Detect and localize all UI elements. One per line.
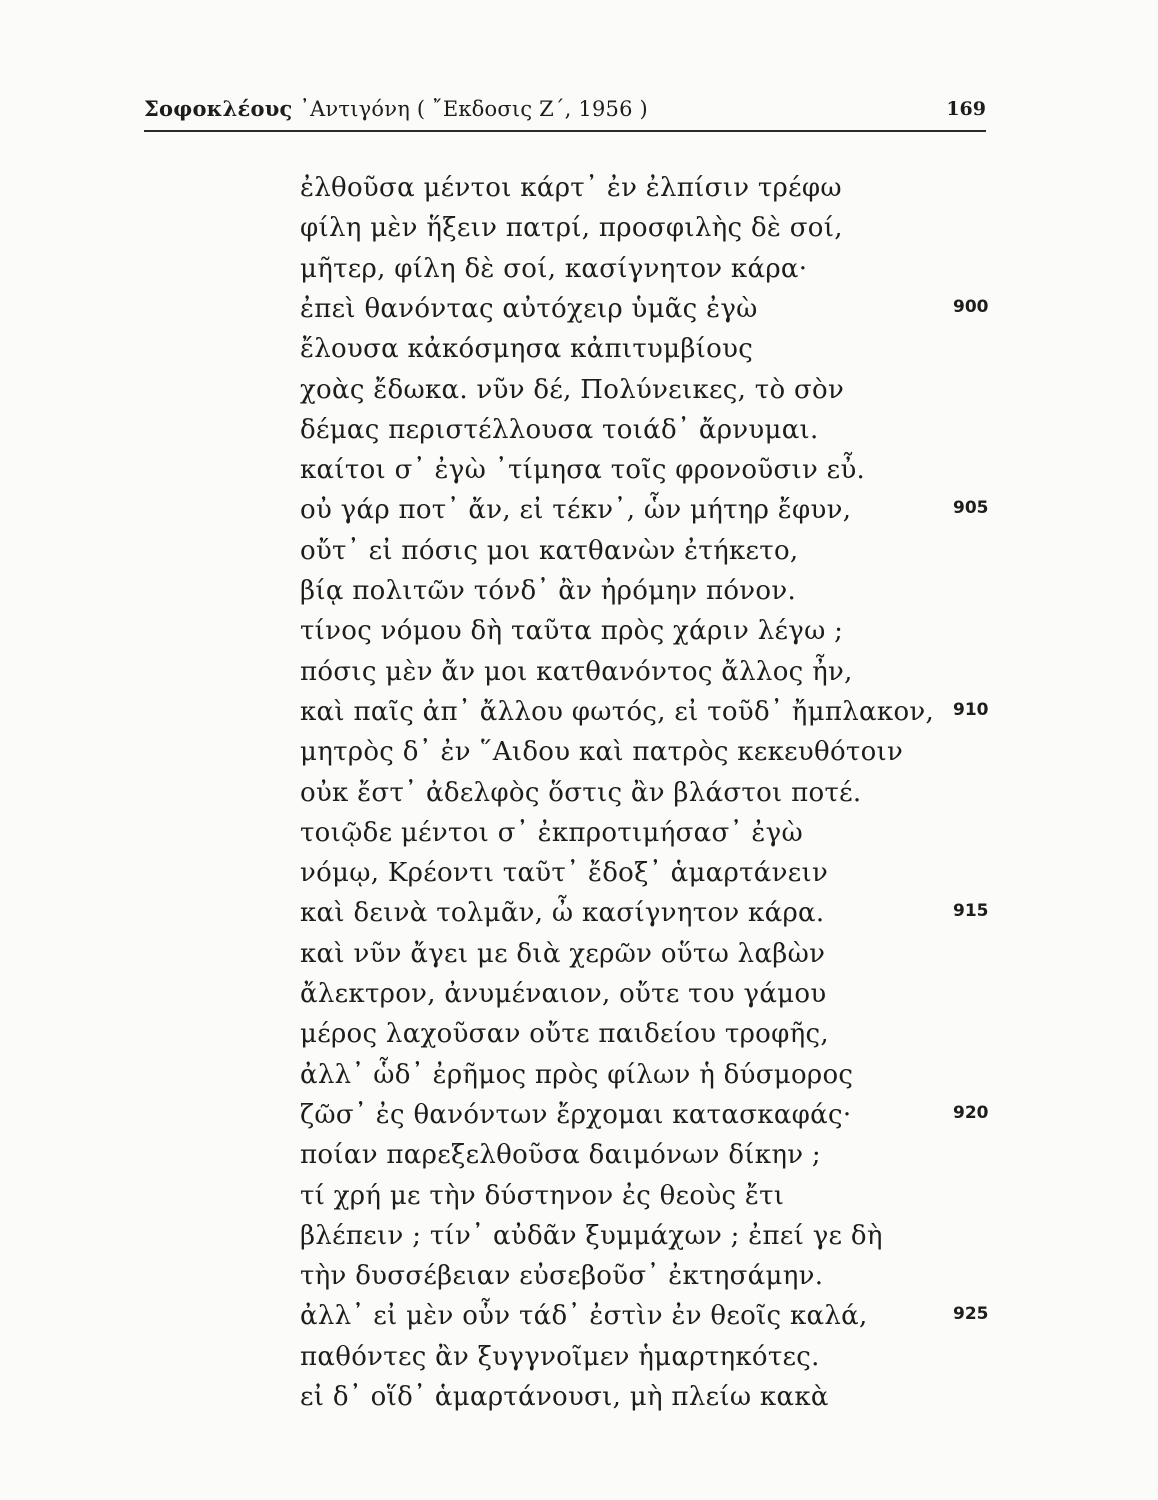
- verse-line: [300, 452, 1158, 492]
- verse-text: τὴν δυσσέβειαν εὐσεβοῦσ᾿ ἐκτησάμην.: [300, 1261, 824, 1292]
- verse-line: [300, 694, 1158, 734]
- verse-text: ἐλθοῦσα μέντοι κάρτ᾿ ἐν ἐλπίσιν τρέφω: [300, 173, 842, 203]
- verse-line: [300, 251, 1158, 291]
- verse-line: [300, 291, 1158, 331]
- verse-line: [300, 936, 1158, 976]
- verse-text: ἀλλ᾿ εἰ μὲν οὖν τάδ᾿ ἐστὶν ἐν θεοῖς καλά,: [300, 1301, 868, 1332]
- verse-text: οὐκ ἔστ᾿ ἀδελφὸς ὅστις ἂν βλάστοι ποτέ.: [300, 777, 862, 808]
- verse-line: [300, 1097, 1158, 1137]
- verse-line: [300, 1218, 1158, 1258]
- verse-line: [300, 372, 1158, 412]
- verse-text: ζῶσ᾿ ἐς θανόντων ἔρχομαι κατασκαφάς·: [300, 1099, 852, 1130]
- line-number: 915: [953, 901, 989, 922]
- header-rule: [144, 130, 986, 132]
- verse-text: παθόντες ἂν ξυγγνοῖμεν ἡμαρτηκότες.: [300, 1341, 820, 1372]
- verse-text: εἰ δ᾿ οἵδ᾿ ἁμαρτάνουσι, μὴ πλείω κακὰ: [300, 1382, 829, 1412]
- verse-text: δέμας περιστέλλουσα τοιάδ᾿ ἄρνυμαι.: [300, 414, 819, 445]
- verse-line: [300, 976, 1158, 1016]
- verse-line: [300, 210, 1158, 250]
- verse-text: βίᾳ πολιτῶν τόνδ᾿ ἂν ἠρόμην πόνον.: [300, 576, 797, 606]
- verse-line: [300, 1178, 1158, 1218]
- verse-text: τοιῷδε μέντοι σ᾿ ἐκπροτιμήσασ᾿ ἐγὼ: [300, 817, 803, 848]
- verse-line: [300, 1057, 1158, 1097]
- verse-line: [300, 1379, 1158, 1419]
- verse-text: μῆτερ, φίλη δὲ σοί, κασίγνητον κάρα·: [300, 253, 808, 284]
- header-title: [144, 96, 648, 121]
- verse-text: καὶ παῖς ἀπ᾿ ἄλλου φωτός, εἰ τοῦδ᾿ ἤμπλακον,: [300, 696, 935, 727]
- verse-text: φίλη μὲν ἥξειν πατρί, προσφιλὴς δὲ σοί,: [300, 213, 843, 244]
- page-number: 169: [946, 98, 986, 120]
- running-header: [144, 94, 986, 128]
- verse-line: [300, 331, 1158, 371]
- verse-text: καίτοι σ᾿ ἐγὼ ᾿τίμησα τοῖς φρονοῦσιν εὖ.: [300, 455, 866, 486]
- verse-text: χοὰς ἔδωκα. νῦν δέ, Πολύνεικες, τὸ σὸν: [300, 374, 845, 405]
- verse-text: καὶ νῦν ἄγει με διὰ χερῶν οὕτω λαβὼν: [300, 938, 826, 969]
- line-number: 925: [953, 1304, 989, 1325]
- verse-line: [300, 734, 1158, 774]
- verse-line: [300, 533, 1158, 573]
- line-number: 920: [953, 1102, 989, 1123]
- verse-text: ποίαν παρεξελθοῦσα δαιμόνων δίκην ;: [300, 1140, 821, 1171]
- verse-line: [300, 613, 1158, 653]
- line-number: 900: [953, 296, 989, 317]
- verse-text: ἐπεὶ θανόντας αὐτόχειρ ὑμᾶς ἐγὼ: [300, 293, 758, 324]
- verse-text: ἄλεκτρον, ἀνυμέναιον, οὔτε του γάμου: [300, 979, 827, 1009]
- verse-line: [300, 1298, 1158, 1338]
- verse-line: [300, 815, 1158, 855]
- verse-line: [300, 775, 1158, 815]
- verse-text: ἀλλ᾿ ὧδ᾿ ἐρῆμος πρὸς φίλων ἡ δύσμορος: [300, 1059, 854, 1090]
- verse-line: [300, 573, 1158, 613]
- verse-text: πόσις μὲν ἄν μοι κατθανόντος ἄλλος ἦν,: [300, 656, 853, 687]
- verse-text: οὐ γάρ ποτ᾿ ἄν, εἰ τέκν᾿, ὧν μήτηρ ἔφυν,: [300, 495, 852, 526]
- verse-text: μητρὸς δ᾿ ἐν ῞Αιδου καὶ πατρὸς κεκευθότοιν: [300, 737, 904, 768]
- verse-text: βλέπειν ; τίν᾿ αὐδᾶν ξυμμάχων ; ἐπεί γε δὴ: [300, 1220, 883, 1251]
- verse-line: [300, 1016, 1158, 1056]
- verse-text: ἔλουσα κἀκόσμησα κἀπιτυμβίους: [300, 334, 754, 365]
- header-work-title: ᾿Αντιγόνη ( ῎Εκδοσις Ζ΄, 1956 ): [299, 97, 648, 121]
- verse-text: καὶ δεινὰ τολμᾶν, ὦ κασίγνητον κάρα.: [300, 898, 825, 929]
- verse-line: [300, 855, 1158, 895]
- verse-line: [300, 1339, 1158, 1379]
- verse-text: οὔτ᾿ εἰ πόσις μοι κατθανὼν ἐτήκετο,: [300, 535, 799, 566]
- verse-text: τίνος νόμου δὴ ταῦτα πρὸς χάριν λέγω ;: [300, 616, 844, 647]
- verse-text: μέρος λαχοῦσαν οὔτε παιδείου τροφῆς,: [300, 1019, 829, 1050]
- header-author: Σοφοκλέους: [144, 96, 293, 121]
- verse-line: [300, 412, 1158, 452]
- verse-text: νόμῳ, Κρέοντι ταῦτ᾿ ἔδοξ᾿ ἁμαρτάνειν: [300, 858, 829, 889]
- verse-line: [300, 492, 1158, 532]
- line-number: 910: [953, 699, 989, 720]
- verse-text: τί χρή με τὴν δύστηνον ἐς θεοὺς ἔτι: [300, 1180, 785, 1211]
- verse-line: [300, 654, 1158, 694]
- line-number: 905: [953, 498, 989, 519]
- verse-line: [300, 170, 1158, 210]
- verse-line: [300, 1258, 1158, 1298]
- verse-line: [300, 895, 1158, 935]
- verse-line: [300, 1137, 1158, 1177]
